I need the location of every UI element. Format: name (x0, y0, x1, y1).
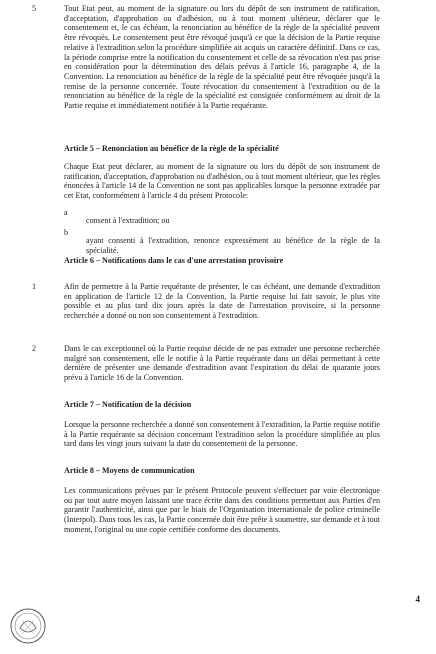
article-5-heading: Article 5 – Renonciation au bénéfice de la règle de la spécialité (64, 144, 279, 153)
article-7-text: Lorsque la personne recherchée a donné son consentement à l'extradition, la Partie requise notifie à la Partie requérante sa décision concernant l'extradition selon la procédure simplifiée au plus tard dans les vingt jours suivant la date du consentement de la personne. (64, 420, 380, 449)
item-a-label: a (64, 208, 68, 217)
paragraph-5-text: Tout Etat peut, au moment de la signature ou lors du dépôt de son instrument de ratification, d'acceptation, d'approbation ou d'adhésion, ou à tout moment ultérieur, déclarer que le consentement et, le cas échéant, la renonciation au bénéfice de la règle de la spécialité peuvent être révoqués. Le consentement peut être révoqué jusqu'à ce que la décision de la Partie requise relative à l'extradition selon la procédure simplifiée ait acquis un caractère définitif. Dans ce cas, la période comprise entre la notification du consentement et celle de sa révocation n'est pas prise en considération pour la détermination des délais prévus à l'article 16, paragraphe 4, de la Convention. La renonciation au bénéfice de la règle de la spécialité peut être révoquée jusqu'à la remise de la personne concernée. Toute révocation du consentement à l'extradition ou de la renonciation au bénéfice de la règle de la spécialité est consignée conformément au droit de la Partie requise et immédiatement notifiée à la Partie requérante. (64, 4, 380, 111)
article-6-p1-text: Afin de permettre à la Partie requérante de présenter, le cas échéant, une demande d'extradition en application de l'article 12 de la Convention, la Partie requise lui fait savoir, le plus vite possible et au plus tard dix jours après la date de l'arrestation provisoire, si la personne recherchée a donné ou non son consentement à l'extradition. (64, 282, 380, 321)
article-6-p2-text: Dans le cas exceptionnel où la Partie requise décide de ne pas extrader une personne recherchée malgré son consentement, elle le notifie à la Partie requérante dans un délai permettant à cette dernière de présenter une demande d'extradition avant l'expiration du délai de quarante jours prévu à l'article 16 de la Convention. (64, 344, 380, 383)
article-5-text: Chaque Etat peut déclarer, au moment de la signature ou lors du dépôt de son instrument de ratification, d'acceptation, d'approbation ou d'adhésion, ou à tout moment ultérieur, que les règles énoncées à l'article 14 de la Convention ne sont pas applicables lorsque la personne extradée par cet Etat, conformément à l'article 4 du présent Protocole: (64, 162, 380, 201)
article-8-heading: Article 8 – Moyens de communication (64, 466, 195, 475)
page-number: 4 (415, 594, 420, 604)
article-6-p2-number: 2 (32, 344, 37, 353)
article-6-p1-number: 1 (32, 282, 37, 291)
item-b-text: ayant consenti à l'extradition, renonce expressément au bénéfice de la règle de la spécialité. (86, 236, 380, 255)
article-8-text: Les communications prévues par le présent Protocole peuvent s'effectuer par voie électronique ou par tout autre moyen laissant une trace écrite dans des conditions permettant aux Parties d'en garantir l'authenticité, ainsi que par le biais de l'Organisation internationale de police criminelle (Interpol). Dans tous les cas, la Partie concernée doit être prête à soumettre, sur demande et à tout moment, l'original ou une copie certifiée conforme des documents. (64, 486, 380, 534)
seal-stamp-icon (8, 606, 48, 646)
article-6-heading: Article 6 – Notifications dans le cas d'une arrestation provisoire (64, 256, 284, 265)
paragraph-number-5: 5 (32, 4, 37, 13)
item-a-text: consent à l'extradition; ou (86, 216, 170, 226)
item-b-label: b (64, 228, 69, 237)
article-7-heading: Article 7 – Notification de la décision (64, 400, 192, 409)
